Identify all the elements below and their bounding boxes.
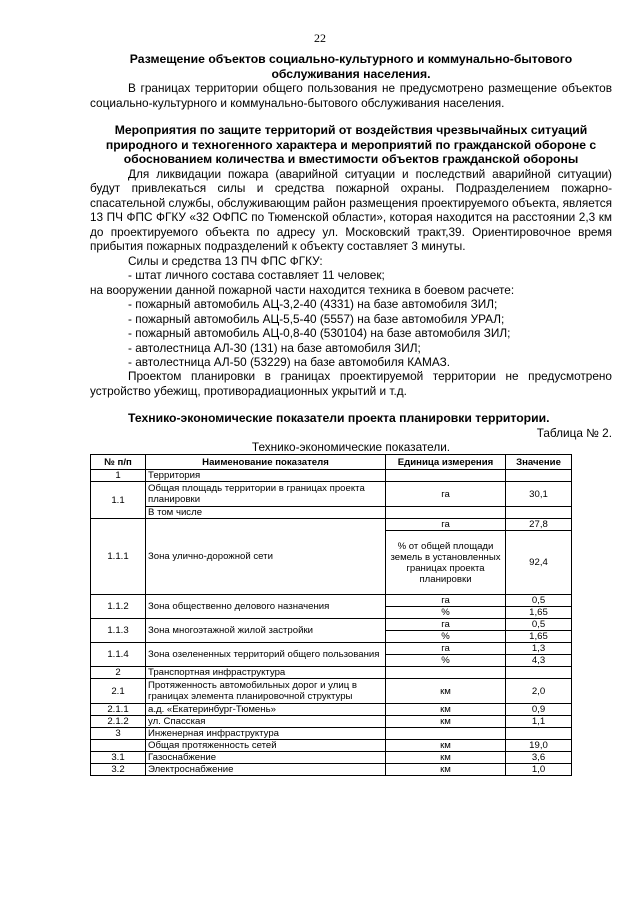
section2-para3: Проектом планировки в границах проектируемой территории не предусмотрено устройство убежищ, противорадиационных укрытий и т.д. — [90, 369, 612, 398]
row-name: а.д. «Екатеринбург-Тюмень» — [146, 704, 386, 716]
row-unit: га — [386, 595, 506, 607]
table-row — [91, 716, 572, 728]
table-row — [91, 482, 572, 507]
section2-para1: Для ликвидации пожара (аварийной ситуации и последствий аварийной ситуации) будут привлекаться силы и средства пожарной охраны. Подразделением пожарно-спасательной службы, обслуживающим район размещения проектируемого объекта, является 13 ПЧ ФПС ФГКУ «32 ОФПС по Тюменской области», которая находится на расстоянии 2,3 км до проектируемого объекта по адресу ул. Московский тракт,39. Ориентировочное время прибытия пожарных подразделений к объекту составляет 3 минуты. — [90, 166, 612, 254]
row-number: 2 — [91, 667, 146, 679]
row-name: Газоснабжение — [146, 752, 386, 764]
row-unit: % — [386, 631, 506, 643]
row-value: 1,65 — [506, 631, 572, 643]
row-value: 2,0 — [506, 679, 572, 704]
table-row — [91, 643, 572, 655]
equipment-item: - пожарный автомобиль АЦ-0,8-40 (530104) на базе автомобиля ЗИЛ; — [128, 326, 511, 341]
row-name: ул. Спасская — [146, 716, 386, 728]
equipment-item: - пожарный автомобиль АЦ-5,5-40 (5557) на базе автомобиля УРАЛ; — [128, 311, 505, 326]
row-value: 4,3 — [506, 655, 572, 667]
section2-heading: Мероприятия по защите территорий от воздействия чрезвычайных ситуаций природного и техногенного характера и мероприятий по гражданской обороне с обоснованием количества и вместимости объектов гражданской обороны — [105, 123, 597, 167]
section2-para2: Силы и средства 13 ПЧ ФПС ФГКУ: — [128, 253, 323, 268]
row-name: Зона улично-дорожной сети — [146, 519, 386, 595]
column-header: № п/п — [91, 455, 146, 470]
table-row — [91, 519, 572, 531]
equipment-item: - пожарный автомобиль АЦ-3,2-40 (4331) на базе автомобиля ЗИЛ; — [128, 297, 498, 312]
row-value: 19,0 — [506, 740, 572, 752]
table-row — [91, 679, 572, 704]
row-number: 2.1.1 — [91, 704, 146, 716]
table-row — [91, 752, 572, 764]
staff-line: - штат личного состава составляет 11 человек; — [128, 268, 385, 283]
section1-heading: Размещение объектов социально-культурного и коммунально-бытового обслуживания населения. — [129, 52, 573, 81]
row-name: Зона многоэтажной жилой застройки — [146, 619, 386, 643]
row-unit: км — [386, 679, 506, 704]
table-row — [91, 764, 572, 776]
row-value: 0,9 — [506, 704, 572, 716]
row-name: Транспортная инфраструктура — [146, 667, 386, 679]
row-name: Электроснабжение — [146, 764, 386, 776]
section1-text: В границах территории общего пользования не предусмотрено размещение объектов социально-культурного и коммунально-бытового обслуживания населения. — [90, 81, 612, 110]
row-value: 1,1 — [506, 716, 572, 728]
row-number: 3.1 — [91, 752, 146, 764]
table-row — [91, 740, 572, 752]
row-unit: км — [386, 704, 506, 716]
row-value: 0,5 — [506, 595, 572, 607]
table-row — [91, 667, 572, 679]
row-unit: % от общей площади земель в установленных границах проекта планировки — [386, 531, 506, 595]
section3-heading: Технико-экономические показатели проекта планировки территории. — [128, 411, 550, 426]
row-unit: км — [386, 740, 506, 752]
row-value: 27,8 — [506, 519, 572, 531]
row-value: 30,1 — [506, 482, 572, 507]
row-unit: га — [386, 482, 506, 507]
row-number: 1.1.2 — [91, 595, 146, 619]
row-name: Протяженность автомобильных дорог и улиц в границах элемента планировочной структуры — [146, 679, 386, 704]
row-name: Зона общественно делового назначения — [146, 595, 386, 619]
row-unit: % — [386, 655, 506, 667]
row-name: Зона озелененных территорий общего пользования — [146, 643, 386, 667]
row-value: 1,0 — [506, 764, 572, 776]
row-number: 2.1 — [91, 679, 146, 704]
row-unit: % — [386, 607, 506, 619]
row-unit: га — [386, 643, 506, 655]
row-number: 3 — [91, 728, 146, 740]
column-header: Наименование показателя — [146, 455, 386, 470]
equipment-item: - автолестница АЛ-50 (53229) на базе автомобиля КАМАЗ. — [128, 354, 450, 369]
row-number: 3.2 — [91, 764, 146, 776]
table-header-row — [91, 455, 572, 470]
row-value: 1,65 — [506, 607, 572, 619]
row-name: Общая площадь территории в границах проекта планировки — [146, 482, 386, 507]
row-name: Инженерная инфраструктура — [146, 728, 386, 740]
row-unit: км — [386, 764, 506, 776]
row-value: 0,5 — [506, 619, 572, 631]
indicators-table — [90, 454, 572, 776]
document-body — [90, 52, 612, 776]
row-name: В том числе — [146, 507, 386, 519]
table-row — [91, 595, 572, 607]
table-number: Таблица № 2. — [536, 426, 612, 441]
column-header: Значение — [506, 455, 572, 470]
table-row — [91, 470, 572, 482]
row-number: 1 — [91, 470, 146, 482]
table-row — [91, 507, 572, 519]
table-row — [91, 619, 572, 631]
equipment-item: - автолестница АЛ-30 (131) на базе автомобиля ЗИЛ; — [128, 340, 421, 355]
row-name: Территория — [146, 470, 386, 482]
table-caption: Технико-экономические показатели. — [251, 440, 451, 455]
table-row — [91, 728, 572, 740]
row-name: Общая протяженность сетей — [146, 740, 386, 752]
row-unit: км — [386, 716, 506, 728]
row-value: 1,3 — [506, 643, 572, 655]
row-number: 1.1 — [91, 482, 146, 519]
row-value: 3,6 — [506, 752, 572, 764]
row-number: 1.1.3 — [91, 619, 146, 643]
row-number: 1.1.1 — [91, 519, 146, 595]
page-number: 22 — [314, 31, 326, 45]
row-unit: га — [386, 519, 506, 531]
row-unit: га — [386, 619, 506, 631]
column-header: Единица измерения — [386, 455, 506, 470]
table-row — [91, 704, 572, 716]
equipment-intro: на вооружении данной пожарной части находится техника в боевом расчете: — [90, 282, 515, 297]
row-number: 2.1.2 — [91, 716, 146, 728]
row-unit: км — [386, 752, 506, 764]
row-value: 92,4 — [506, 531, 572, 595]
row-number: 1.1.4 — [91, 643, 146, 667]
